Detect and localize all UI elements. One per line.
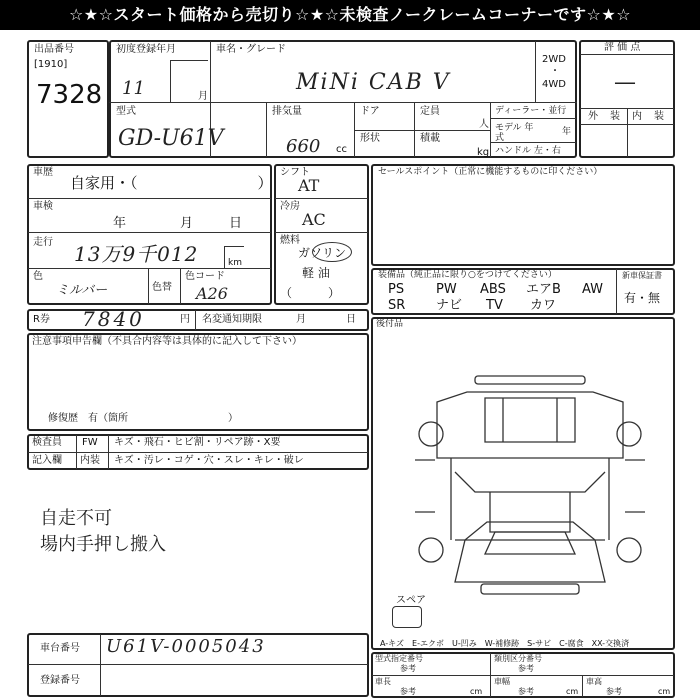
history-value: 自家用・（ ） xyxy=(70,174,273,192)
load-label: 積載 xyxy=(420,133,440,144)
notes-label: 注意事項申告欄（不具合内容等は具体的に記入して下さい） xyxy=(32,336,302,347)
color-label: 色 xyxy=(33,271,43,282)
inspection-label: 車検 xyxy=(33,201,53,212)
remark-line-2: 場内手押し搬入 xyxy=(40,534,166,555)
fuel-diesel: 軽 油 xyxy=(302,266,330,280)
ac-label: 冷房 xyxy=(280,201,300,212)
equipment-ps: PS xyxy=(388,282,405,297)
length-unit: cm xyxy=(470,687,483,696)
type-value: GD-U61V xyxy=(118,126,224,151)
lot-label: 出品番号 xyxy=(34,44,74,55)
equipment-leather: カワ xyxy=(530,298,557,313)
load-unit: kg xyxy=(477,147,490,158)
equipment-airbag: エアB xyxy=(526,282,561,297)
category-label: 類別区分番号 xyxy=(494,654,542,663)
drive-4wd: 4WD xyxy=(542,79,566,90)
shift-label: シフト xyxy=(280,167,310,178)
inspection-month: 月 xyxy=(180,216,194,231)
score-value: — xyxy=(614,70,636,95)
fw-items: キズ・飛石・ヒビ割・リペア跡・X要 xyxy=(114,437,281,448)
inspector-label-2: 記入欄 xyxy=(32,455,62,466)
doors-label: ドア xyxy=(360,106,380,117)
fuel-label: 燃料 xyxy=(280,235,300,246)
drive-2wd: 2WD xyxy=(542,54,566,65)
interior-items: キズ・汚レ・コゲ・穴・スレ・キレ・破レ xyxy=(114,455,304,466)
height-unit: cm xyxy=(658,687,671,696)
equipment-pw: PW xyxy=(436,282,457,297)
header-banner: ☆★☆スタート価格から売切り☆★☆未検査ノークレームコーナーです☆★☆ xyxy=(0,0,700,30)
interior-tag: 内装 xyxy=(80,455,100,466)
remark-line-1: 自走不可 xyxy=(40,508,112,529)
sales-point-box xyxy=(371,164,675,266)
repair-history-label: 修復歴 有（箇所 ） xyxy=(48,413,238,424)
transfer-day: 日 xyxy=(346,314,356,325)
displacement-label: 排気量 xyxy=(272,106,302,117)
handle-label: ハンドル 左・右 xyxy=(495,146,561,156)
color-value: ミルバー xyxy=(56,283,108,298)
type-no-ref: 参考 xyxy=(400,664,416,673)
fw-tag: FW xyxy=(82,437,98,448)
plate-label: 登録番号 xyxy=(40,675,80,686)
equipment-navi: ナビ xyxy=(436,298,463,313)
recycle-label: R券 xyxy=(33,314,50,325)
displacement-unit: cc xyxy=(336,144,347,155)
inspector-label-1: 検査員 xyxy=(32,437,62,448)
vehicle-diagram xyxy=(395,372,655,612)
equipment-aw: AW xyxy=(582,282,604,297)
width-unit: cm xyxy=(566,687,579,696)
inspection-year: 年 xyxy=(113,216,127,231)
ac-value: AC xyxy=(302,210,326,229)
dealer-label: ディーラー・並行 xyxy=(495,106,567,116)
transfer-month: 月 xyxy=(296,314,306,325)
transfer-label: 名変通知期限 xyxy=(202,314,262,325)
equipment-sr: SR xyxy=(388,298,406,313)
repaint-label: 色替 xyxy=(152,282,172,293)
equipment-tv: TV xyxy=(486,298,503,313)
type-label: 型式 xyxy=(116,106,136,117)
chassis-label: 車台番号 xyxy=(40,643,80,654)
lot-number: 7328 xyxy=(36,80,103,110)
color-code-label: 色コード xyxy=(185,271,225,282)
lot-code: [1910] xyxy=(34,59,68,70)
capacity-unit: 人 xyxy=(479,119,489,130)
inspection-day: 日 xyxy=(229,216,243,231)
length-label: 車長 xyxy=(375,677,391,686)
model-name-value: MiNi CAB V xyxy=(296,70,451,95)
mileage-value: 13万9千012 xyxy=(74,242,199,266)
capacity-label: 定員 xyxy=(420,106,440,117)
score-label: 評 価 点 xyxy=(604,42,641,53)
spare-label: スペア xyxy=(396,595,426,606)
recycle-value: 7840 xyxy=(82,307,145,331)
model-year-label: モデル 年式 xyxy=(495,123,534,143)
fuel-gasoline-circle xyxy=(312,242,352,262)
chassis-value: U61V-0005043 xyxy=(106,636,266,657)
warranty-value: 有・無 xyxy=(624,291,661,305)
after-mount-label: 後付品 xyxy=(376,319,404,329)
category-ref: 参考 xyxy=(518,664,534,673)
mileage-unit: km xyxy=(228,258,242,268)
registration-month-label: 月 xyxy=(198,91,208,102)
model-name-label: 車名・グレード xyxy=(216,44,286,55)
type-no-label: 型式指定番号 xyxy=(375,654,423,663)
width-ref: 参考 xyxy=(518,687,534,696)
shift-value: AT xyxy=(298,176,320,195)
recycle-box xyxy=(27,309,369,331)
shape-label: 形状 xyxy=(360,133,380,144)
fuel-paren: （ ） xyxy=(280,286,341,300)
registration-year: 11 xyxy=(122,78,145,99)
recycle-unit: 円 xyxy=(180,314,190,325)
appearance-label: 外 装 内 装 xyxy=(588,111,665,122)
displacement-value: 660 xyxy=(286,136,321,157)
registration-label: 初度登録年月 xyxy=(116,44,176,55)
color-code-value: A26 xyxy=(196,284,228,303)
height-label: 車高 xyxy=(586,677,602,686)
model-year-unit: 年 xyxy=(562,127,572,137)
spare-box xyxy=(392,606,422,628)
fuel-gasoline: ガソリン xyxy=(298,246,347,260)
width-label: 車幅 xyxy=(494,677,510,686)
length-ref: 参考 xyxy=(400,687,416,696)
sales-point-label: セールスポイント（正常に機能するものに印ください） xyxy=(378,167,603,177)
mileage-label: 走行 xyxy=(33,237,53,248)
drive-dot: ・ xyxy=(550,66,560,77)
equipment-abs: ABS xyxy=(480,282,506,297)
warranty-label: 新車保証書 xyxy=(622,271,662,280)
history-label: 車歴 xyxy=(33,167,53,178)
equipment-label: 装備品（純正品に限り○をつけてください） xyxy=(378,270,557,280)
height-ref: 参考 xyxy=(606,687,622,696)
damage-legend: A-キズ E-エクボ U-凹み W-補修跡 S-サビ C-腐食 XX-交換済 xyxy=(380,639,630,648)
